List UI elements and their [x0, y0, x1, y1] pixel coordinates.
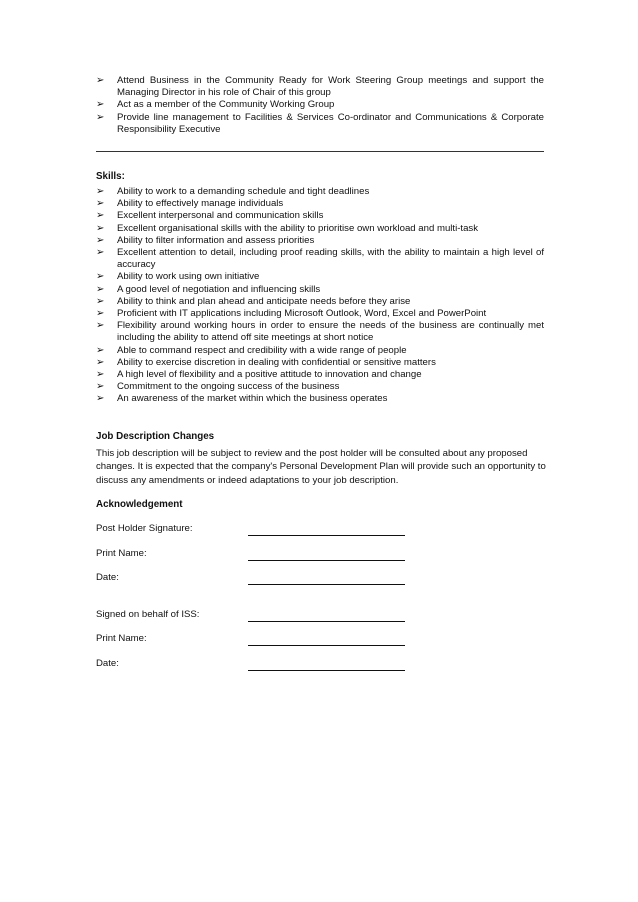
list-item [96, 345, 544, 357]
list-item-text: Able to command respect and credibility with a wide range of people [117, 344, 407, 356]
list-item [96, 247, 544, 271]
list-item [96, 198, 544, 210]
list-item [96, 320, 544, 344]
arrow-bullet-icon: ➢ [96, 186, 105, 197]
arrow-bullet-icon: ➢ [96, 111, 105, 123]
arrow-bullet-icon: ➢ [96, 283, 105, 295]
list-item-text: Act as a member of the Community Working Group [117, 99, 335, 111]
list-item-text: An awareness of the market within which the business operates [117, 393, 388, 405]
arrow-bullet-icon: ➢ [96, 247, 105, 259]
list-item [96, 99, 544, 111]
arrow-bullet-icon: ➢ [96, 198, 105, 210]
list-item [96, 296, 544, 308]
print-name-line [248, 645, 405, 646]
job-description-changes-heading: Job Description Changes [96, 431, 215, 442]
list-item [96, 393, 544, 405]
list-item-text: Proficient with IT applications including Microsoft Outlook, Word, Excel and PowerPoint [117, 308, 487, 320]
list-item-text: Provide line management to Facilities & Services Co-ordinator and Communications & Corporate Responsibility Executive [117, 111, 544, 135]
arrow-bullet-icon: ➢ [96, 210, 105, 222]
list-item [96, 271, 544, 283]
list-item-text: Ability to filter information and assess priorities [117, 234, 315, 246]
section-divider [96, 151, 544, 152]
arrow-bullet-icon: ➢ [96, 234, 105, 246]
list-item-text: Ability to exercise discretion in dealing with confidential or sensitive matters [117, 356, 436, 368]
post-holder-signature-line [248, 535, 405, 536]
arrow-bullet-icon: ➢ [96, 356, 105, 368]
print-name-label: Print Name: [96, 548, 147, 559]
arrow-bullet-icon: ➢ [96, 381, 105, 393]
arrow-bullet-icon: ➢ [96, 271, 105, 283]
arrow-bullet-icon: ➢ [96, 222, 105, 234]
arrow-bullet-icon: ➢ [96, 393, 105, 405]
acknowledgement-heading: Acknowledgement [96, 499, 183, 510]
skills-heading: Skills: [96, 171, 125, 182]
list-item [96, 308, 544, 320]
list-item-text: Excellent organisational skills with the ability to prioritise own workload and multi-task [117, 222, 478, 234]
list-item [96, 112, 544, 136]
list-item [96, 235, 544, 247]
skills-list [96, 186, 544, 406]
list-item-text: Ability to work to a demanding schedule and tight deadlines [117, 186, 370, 197]
list-item-text: Attend Business in the Community Ready for Work Steering Group meetings and support the Managing Director in his role of Chair of this group [117, 75, 544, 99]
list-item [96, 284, 544, 296]
list-item [96, 223, 544, 235]
list-item-text: Ability to think and plan ahead and anticipate needs before they arise [117, 295, 411, 307]
arrow-bullet-icon: ➢ [96, 295, 105, 307]
date-line [248, 584, 405, 585]
arrow-bullet-icon: ➢ [96, 99, 105, 111]
list-item [96, 357, 544, 369]
list-item [96, 381, 544, 393]
signed-on-behalf-label: Signed on behalf of ISS: [96, 609, 200, 620]
list-item-text: Flexibility around working hours in order to ensure the needs of the business are continually met including the ability to attend off site meetings at short notice [117, 320, 544, 344]
list-item [96, 75, 544, 99]
responsibilities-list [96, 75, 544, 136]
date-label: Date: [96, 658, 119, 669]
job-description-changes-text: This job description will be subject to review and the post holder will be consulted about any proposed changes. It is expected that the company's Personal Development Plan will provide such an opportunity to discuss any amendments or indeed adaptations to your job description. [96, 448, 546, 486]
list-item [96, 186, 544, 198]
print-name-label: Print Name: [96, 633, 147, 644]
arrow-bullet-icon: ➢ [96, 320, 105, 332]
list-item [96, 210, 544, 222]
post-holder-signature-label: Post Holder Signature: [96, 523, 193, 534]
list-item-text: Excellent attention to detail, including proof reading skills, with the ability to maintain a high level of accuracy [117, 247, 544, 271]
list-item [96, 369, 544, 381]
list-item-text: Ability to work using own initiative [117, 271, 260, 283]
print-name-line [248, 560, 405, 561]
list-item-text: A good level of negotiation and influencing skills [117, 283, 321, 295]
arrow-bullet-icon: ➢ [96, 308, 105, 320]
list-item-text: Commitment to the ongoing success of the business [117, 381, 340, 393]
arrow-bullet-icon: ➢ [96, 75, 105, 86]
list-item-text: Ability to effectively manage individuals [117, 198, 284, 210]
list-item-text: A high level of flexibility and a positive attitude to innovation and change [117, 369, 422, 381]
date-line [248, 670, 405, 671]
list-item-text: Excellent interpersonal and communication skills [117, 210, 324, 222]
date-label: Date: [96, 572, 119, 583]
arrow-bullet-icon: ➢ [96, 344, 105, 356]
signed-on-behalf-line [248, 621, 405, 622]
arrow-bullet-icon: ➢ [96, 369, 105, 381]
